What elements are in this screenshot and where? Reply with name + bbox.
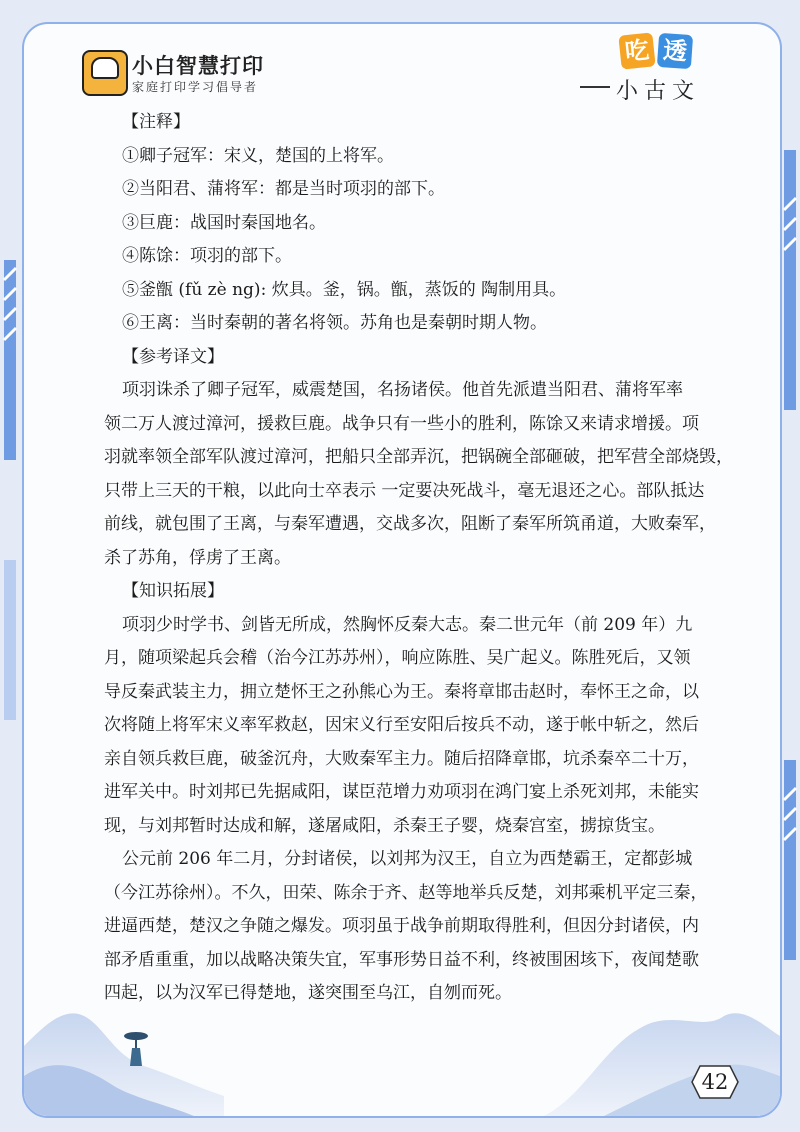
logo-subtitle: 家庭打印学习倡导者 [132, 80, 259, 94]
translation-line: 只带上三天的干粮，以此向士卒表示 一定要决死战斗，毫无退还之心。部队抵达 [104, 480, 705, 501]
logo-title: 小白智慧打印 [132, 54, 264, 78]
translation-line: 领二万人渡过漳河，援救巨鹿。战争只有一些小的胜利，陈馀又来请求增援。项 [104, 413, 699, 434]
note-item: ⑤釜甑 (fǔ zè ng): 炊具。釜，锅。甑，蒸饭的 陶制用具。 [122, 279, 567, 300]
brand-subtitle: 小古文 [616, 79, 701, 104]
note-item: ⑥王离：当时秦朝的著名将领。苏角也是秦朝时期人物。 [122, 313, 547, 333]
knowledge-heading: 【知识拓展】 [122, 581, 224, 601]
knowledge-line: 公元前 206 年二月，分封诸侯，以刘邦为汉王，自立为西楚霸王，定都彭城 [122, 849, 693, 869]
brand-logo [82, 44, 322, 100]
series-brand [580, 32, 730, 106]
knowledge-line: 项羽少时学书、剑皆无所成，然胸怀反秦大志。秦二世元年（前 209 年）九 [122, 614, 693, 635]
translation-line: 前线，就包围了王离，与秦军遭遇，交战多次，阻断了秦军所筑甬道，大败秦军， [104, 514, 716, 534]
page-number-text: 42 [701, 1070, 729, 1094]
brand-char-chi: 吃 [618, 32, 655, 69]
note-item: ①卿子冠军：宋义，楚国的上将军。 [122, 145, 394, 166]
knowledge-line: 导反秦武装主力，拥立楚怀王之孙熊心为王。秦将章邯击赵时，奉怀王之命，以 [104, 681, 699, 702]
page-number [690, 1064, 740, 1100]
knowledge-line: 进逼西楚，楚汉之争随之爆发。项羽虽于战争前期取得胜利，但因分封诸侯，内 [104, 916, 699, 936]
translation-line: 羽就率领全部军队渡过漳河，把船只全部弄沉，把锅碗全部砸破，把军营全部烧毁， [104, 447, 733, 467]
article-body [104, 106, 744, 1011]
translation-heading: 【参考译文】 [122, 346, 224, 367]
knowledge-line: 次将随上将军宋义率军救赵，因宋义行至安阳后按兵不动，遂于帐中斩之，然后 [104, 715, 699, 735]
note-item: ④陈馀：项羽的部下。 [122, 246, 292, 266]
translation-line: 杀了苏角，俘虏了王离。 [104, 547, 291, 568]
knowledge-line: 部矛盾重重，加以战略决策失宜，军事形势日益不利，终被围困垓下，夜闻楚歌 [104, 949, 699, 970]
printer-mascot-icon [82, 50, 128, 96]
page-sheet [22, 22, 782, 1118]
knowledge-line: （今江苏徐州）。不久，田荣、陈余于齐、赵等地举兵反楚，刘邦乘机平定三秦， [104, 882, 708, 903]
brand-char-tou: 透 [657, 33, 693, 69]
notes-heading: 【注释】 [122, 112, 190, 132]
knowledge-line: 月，随项梁起兵会稽（治今江苏苏州），响应陈胜、吴广起义。陈胜死后，又领 [104, 648, 691, 668]
note-item: ②当阳君、蒲将军：都是当时项羽的部下。 [122, 179, 445, 199]
note-item: ③巨鹿：战国时秦国地名。 [122, 212, 326, 233]
brand-line-left [580, 86, 610, 88]
translation-line: 项羽诛杀了卿子冠军，威震楚国，名扬诸侯。他首先派遣当阳君、蒲将军率 [122, 380, 683, 400]
knowledge-line: 现，与刘邦暂时达成和解，遂屠咸阳，杀秦王子婴，烧秦宫室，掳掠货宝。 [104, 815, 665, 836]
knowledge-line: 四起，以为汉军已得楚地，遂突围至乌江，自刎而死。 [104, 983, 512, 1003]
knowledge-line: 进军关中。时刘邦已先据咸阳，谋臣范增力劝项羽在鸿门宴上杀死刘邦，未能实 [104, 782, 699, 802]
knowledge-line: 亲自领兵救巨鹿，破釜沉舟，大败秦军主力。随后招降章邯，坑杀秦卒二十万， [104, 748, 699, 769]
